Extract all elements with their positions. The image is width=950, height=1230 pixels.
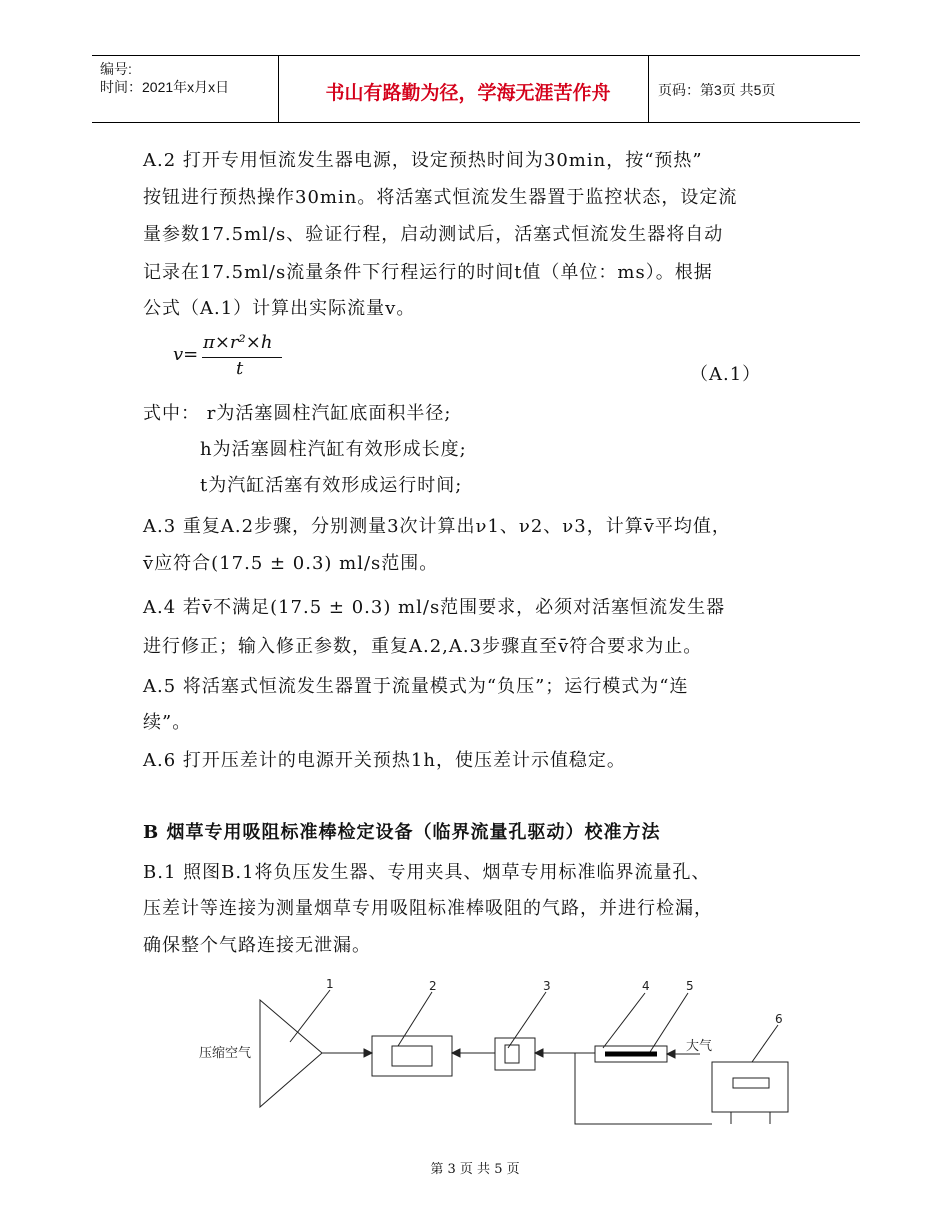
leader-line-5: [650, 993, 688, 1052]
compressed-air-label: 压缩空气: [199, 1046, 252, 1061]
paragraph-a5-line: 续”。: [143, 712, 192, 733]
section-b-heading: B 烟草专用吸阻标准棒检定设备（临界流量孔驱动）校准方法: [143, 822, 661, 843]
label-6: 6: [775, 1012, 783, 1026]
pipe-line: [575, 1053, 712, 1124]
paragraph-b1-line: B.1 照图B.1将负压发生器、专用夹具、烟草专用标准临界流量孔、: [143, 862, 711, 883]
paragraph-a6-line: A.6 打开压差计的电源开关预热1h，使压差计示值稳定。: [143, 750, 626, 771]
where-line: h为活塞圆柱汽缸有效形成长度;: [200, 439, 467, 460]
paragraph-a4-line: 进行修正；输入修正参数，重复A.2,A.3步骤直至v̄符合要求为止。: [143, 636, 703, 657]
paragraph-a3-line: A.3 重复A.2步骤，分别测量3次计算出ν1、ν2、ν3，计算v̄平均值，: [143, 516, 731, 537]
where-line: 式中： r为活塞圆柱汽缸底面积半径;: [143, 403, 452, 424]
orifice-outer-box: [495, 1038, 535, 1070]
where-line: t为汽缸活塞有效形成运行时间;: [200, 475, 463, 496]
header-motto: 书山有路勤为径，学海无涯苦作舟: [325, 82, 611, 104]
arrow-icon: [364, 1049, 372, 1057]
paragraph-a2-line: 公式（A.1）计算出实际流量v。: [143, 298, 416, 319]
time-label: 时间：2021年x月x日: [100, 79, 230, 95]
arrow-icon: [535, 1049, 543, 1057]
leader-line-2: [398, 992, 432, 1046]
paragraph-a2-line: A.2 打开专用恒流发生器电源，设定预热时间为30min，按“预热”: [143, 150, 703, 171]
label-3: 3: [543, 979, 551, 993]
header-page-info: 页码：第3页 共5页: [658, 82, 776, 98]
pressure-gauge-box: [712, 1062, 788, 1112]
label-2: 2: [429, 979, 437, 993]
formula-denominator: t: [236, 358, 244, 379]
paragraph-a3-line: v̄应符合(17.5 ± 0.3) ml/s范围。: [143, 553, 439, 574]
paragraph-b1-line: 确保整个气路连接无泄漏。: [143, 935, 371, 956]
fixture-outer-box: [372, 1036, 452, 1076]
leader-line-6: [752, 1025, 778, 1062]
arrow-icon: [452, 1049, 460, 1057]
fixture-inner-box: [392, 1046, 432, 1066]
formula-lhs: v=: [173, 344, 199, 365]
label-1: 1: [326, 977, 334, 991]
paragraph-a2-line: 量参数17.5ml/s、验证行程，启动测试后，活塞式恒流发生器将自动: [143, 224, 724, 245]
label-4: 4: [642, 979, 650, 993]
code-label: 编号:: [100, 61, 132, 77]
paragraph-a2-line: 记录在17.5ml/s流量条件下行程运行的时间t值（单位：ms）。根据: [143, 262, 713, 283]
paragraph-a4-line: A.4 若v̄不满足(17.5 ± 0.3) ml/s范围要求，必须对活塞恒流发生器: [143, 597, 726, 618]
paragraph-a2-line: 按钮进行预热操作30min。将活塞式恒流发生器置于监控状态，设定流: [143, 187, 738, 208]
label-5: 5: [686, 979, 694, 993]
orifice-inner-box: [505, 1045, 519, 1063]
formula-numerator: π×r²×h: [203, 332, 273, 353]
leader-line-3: [508, 992, 546, 1048]
atmosphere-label: 大气: [686, 1039, 713, 1054]
paragraph-a5-line: A.5 将活塞式恒流发生器置于流量模式为“负压”；运行模式为“连: [143, 676, 689, 697]
page-footer: 第 3 页 共 5 页: [430, 1162, 520, 1177]
formula-tag: （A.1）: [690, 364, 762, 385]
pressure-gauge-display: [733, 1078, 769, 1088]
leader-line-1: [290, 990, 330, 1042]
arrow-icon: [667, 1050, 675, 1058]
paragraph-b1-line: 压差计等连接为测量烟草专用吸阻标准棒吸阻的气路，并进行检漏，: [143, 898, 713, 919]
negative-pressure-generator-icon: [260, 1000, 322, 1107]
leader-line-4: [603, 993, 645, 1048]
